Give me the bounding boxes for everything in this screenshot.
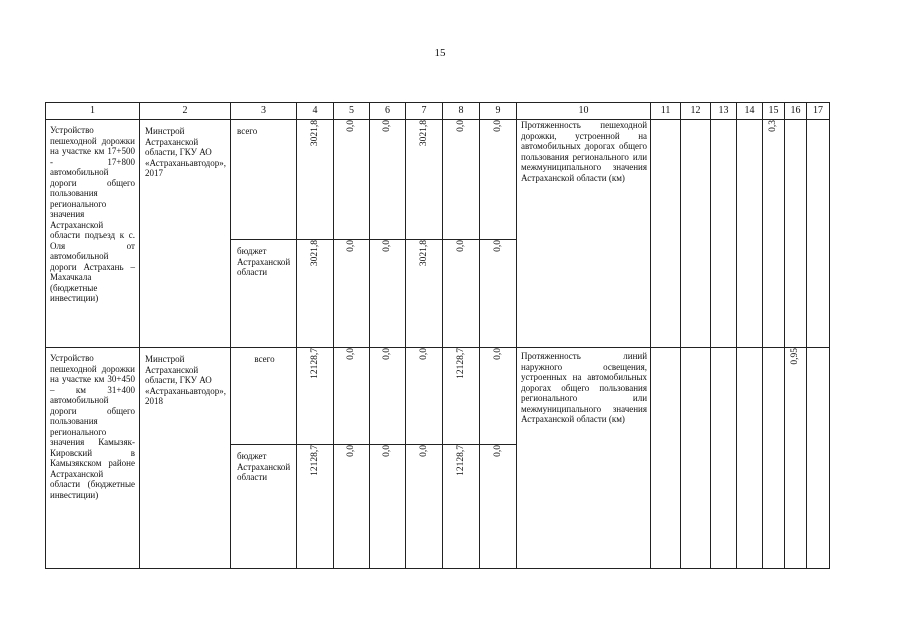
funding-value: 0,0 (418, 445, 429, 457)
indicator-cell-13 (711, 348, 737, 569)
column-header: 12 (681, 103, 711, 120)
funding-value: 0,0 (418, 348, 429, 360)
indicator-cell-17 (807, 120, 830, 348)
responsible-organization: Минстрой Астраханской области, ГКУ АО «Астраханьавтодор», 2018 (145, 354, 227, 406)
column-header: 9 (480, 103, 517, 120)
funding-value: 3021,8 (418, 240, 429, 267)
funding-value: 0,0 (455, 240, 466, 252)
funding-value: 0,0 (492, 445, 503, 457)
funding-value: 3021,8 (309, 120, 320, 147)
measure-description: Устройство пешеходной дорожки на участке км 17+500 - 17+800 автомобильной дороги общего пользования регионального значения Астраханской области подъезд к с. Оля от автомобильной дороги Астрахань – Махачкала (бюджетные инвестиции) (50, 125, 135, 303)
column-header: 6 (370, 103, 406, 120)
program-table (45, 102, 830, 569)
indicator-cell-12 (681, 348, 711, 569)
funding-value: 12128,7 (455, 445, 466, 476)
funding-value: 0,0 (382, 120, 393, 132)
funding-value: 0,0 (455, 120, 466, 132)
column-header: 15 (763, 103, 785, 120)
indicator-cell-14 (737, 120, 763, 348)
funding-value: 3021,8 (309, 240, 320, 267)
funding-value: 0,0 (346, 120, 357, 132)
indicator-name: Протяженность линий наружного освещения, устроенных на автомобильных дорогах общего пользования регионального или межмуниципального значения Астраханской области (км) (521, 351, 648, 424)
funding-value: 0,0 (382, 445, 393, 457)
column-header: 17 (807, 103, 830, 120)
column-header: 3 (231, 103, 297, 120)
funding-value: 3021,8 (418, 120, 429, 147)
indicator-cell-12 (681, 120, 711, 348)
funding-source: всего (237, 126, 258, 136)
column-header: 7 (406, 103, 443, 120)
measure-description: Устройство пешеходной дорожки на участке км 30+450 – км 31+400 автомобильной дороги общего пользования регионального значения Камызяк-Кировский в Камызякском районе Астраханской области (бюджетные инвестиции) (50, 353, 135, 500)
funding-value: 12128,7 (455, 348, 466, 379)
funding-value: 12128,7 (309, 445, 320, 476)
funding-value: 0,0 (382, 348, 393, 360)
funding-source: всего (254, 354, 275, 364)
column-header: 14 (737, 103, 763, 120)
indicator-value-16: 0,95 (790, 348, 801, 365)
funding-value: 0,0 (382, 240, 393, 252)
funding-value: 0,0 (346, 445, 357, 457)
responsible-organization: Минстрой Астраханской области, ГКУ АО «Астраханьавтодор», 2017 (145, 126, 227, 178)
indicator-value-15: 0,3 (768, 120, 779, 132)
funding-value: 12128,7 (309, 348, 320, 379)
column-header: 4 (297, 103, 334, 120)
funding-value: 0,0 (346, 348, 357, 360)
indicator-name: Протяженность пешеходной дорожки, устроенной на автомобильных дорогах общего пользования регионального или межмуниципального значения Астраханской области (км) (521, 120, 648, 183)
indicator-cell-14 (737, 348, 763, 569)
column-header: 1 (46, 103, 140, 120)
indicator-cell-11 (651, 348, 681, 569)
funding-value: 0,0 (346, 240, 357, 252)
indicator-cell-17 (807, 348, 830, 569)
column-header: 16 (785, 103, 807, 120)
indicator-cell-11 (651, 120, 681, 348)
page-number: 15 (434, 47, 446, 59)
column-header-row (46, 103, 830, 120)
funding-value: 0,0 (492, 120, 503, 132)
funding-value: 0,0 (492, 240, 503, 252)
indicator-cell-13 (711, 120, 737, 348)
funding-source: бюджет Астраханской области (237, 451, 291, 482)
column-header: 5 (334, 103, 370, 120)
funding-source: бюджет Астраханской области (237, 246, 291, 277)
table-row (46, 120, 830, 240)
column-header: 2 (140, 103, 231, 120)
table-row (46, 348, 830, 445)
funding-value: 0,0 (492, 348, 503, 360)
column-header: 8 (443, 103, 480, 120)
column-header: 11 (651, 103, 681, 120)
column-header: 10 (517, 103, 651, 120)
column-header: 13 (711, 103, 737, 120)
